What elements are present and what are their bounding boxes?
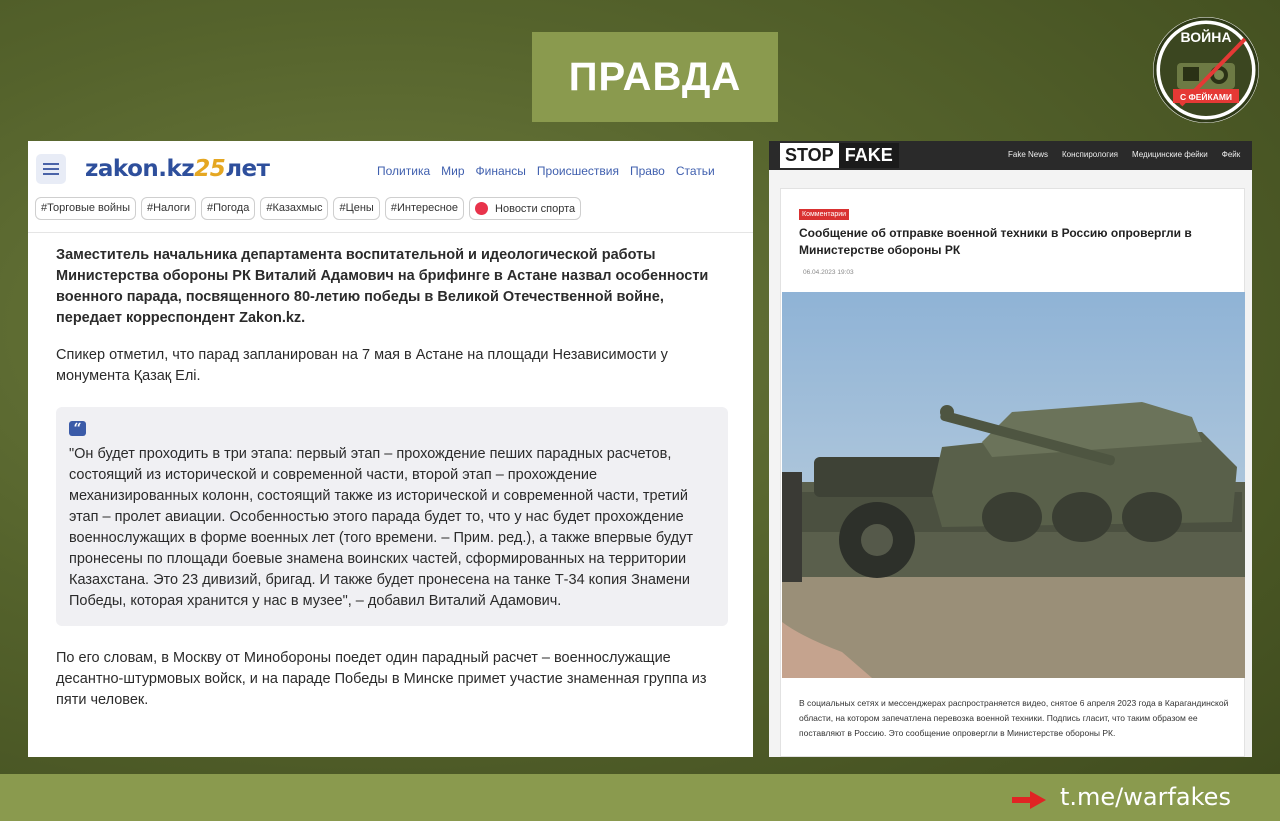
arrow-right-icon [1012,791,1046,809]
tank-transport-image [782,292,1245,678]
stopfake-article [780,188,1245,757]
zakon-header [28,141,753,233]
tag-sport-news-label: Новости спорта [495,203,576,215]
article-paragraph: Спикер отметил, что парад запланирован на 7 мая в Астане на площади Независимости у монумента Қазақ Елі. [56,347,668,384]
nav-item-fake-news[interactable]: Fake News [1008,150,1049,159]
stopfake-logo-fake: FAKE [839,143,899,168]
tag-taxes[interactable]: #Налоги [141,197,196,220]
quote-block [56,407,728,626]
zakon-logo-suffix: лет [225,156,270,182]
zakon-logo-name: zakon.kz [85,156,195,182]
article-title: Сообщение об отправке военной техники в Россию опровергли в Министерстве обороны РК [799,226,1192,257]
stopfake-logo[interactable] [780,143,899,168]
article-body [56,245,728,711]
tank-photo [782,292,1245,678]
zakon-logo[interactable] [85,156,269,182]
stopfake-header [769,141,1252,170]
nav-item-finance[interactable]: Финансы [475,164,526,178]
tag-kazakhmys[interactable]: #Казахмыс [260,197,328,220]
menu-icon[interactable] [36,154,66,184]
logo-bottom-text: С ФЕЙКАМИ [1179,92,1233,102]
zakon-nav [377,164,715,178]
sport-icon [475,202,488,215]
tag-prices[interactable]: #Цены [333,197,379,220]
tag-sport-news[interactable] [469,197,581,220]
article-lead: Заместитель начальника департамента воспитательной и идеологической работы Министерства обороны РК Виталий Адамович на брифинге в Астане назвал особенности военного парада, посвященного 80-летию победы в Великой Отечественной войне, передает корреспондент Zakon.kz. [56,247,709,326]
category-badge[interactable]: Комментарии [799,209,849,220]
stopfake-logo-stop: STOP [780,143,839,168]
quote-text: "Он будет проходить в три этапа: первый этап – прохождение пеших парадных расчетов, состоящий из исторической и современной части, второй этап – прохождение механизированных колонн, состоящий также из исторической и современной части, третий этап – пролет авиации. Особенностью этого парада будет то, что у нас будет прохождение военнослужащих в форме военных лет (того времени. – Прим. ред.), а также впервые будут пронесены по площади боевые знамена воинских частей, сформированных на территории Казахстана. Это 23 дивизий, бригад. И также будет пронесена на танке Т-34 копия Знамени Победы, которая хранится у нас в музее", – добавил Виталий Адамович. [69,446,694,609]
tag-interesting[interactable]: #Интересное [385,197,464,220]
tag-weather[interactable]: #Погода [201,197,255,220]
nav-item-politics[interactable]: Политика [377,164,431,178]
tag-trade-wars[interactable]: #Торговые войны [35,197,136,220]
nav-item-conspiracy[interactable]: Конспирология [1062,150,1118,159]
zakon-screenshot [28,141,753,757]
nav-item-fake[interactable]: Фейк [1221,150,1241,159]
nav-item-world[interactable]: Мир [441,164,465,178]
stopfake-screenshot [769,141,1252,757]
telegram-link[interactable]: t.me/warfakes [1060,783,1231,811]
zakon-logo-anniversary: 25 [194,156,226,182]
nav-item-incidents[interactable]: Происшествия [536,164,619,178]
tag-list [35,197,581,220]
article-date: 06.04.2023 19:03 [803,269,854,276]
stopfake-nav [1008,150,1240,159]
logo-top-text: ВОЙНА [1180,29,1232,45]
footer [0,774,1280,821]
nav-item-law[interactable]: Право [629,164,665,178]
article-paragraph: По его словам, в Москву от Минобороны поедет один парадный расчет – военнослужащие десантно-штурмовых войск, и на параде Победы в Минске примет участие знаменная группа из пяти человек. [56,650,707,708]
quote-icon: “ [69,421,86,436]
page-title: ПРАВДА [532,32,778,122]
war-on-fakes-logo [1153,17,1259,123]
article-caption: В социальных сетях и мессенджерах распространяется видео, снятое 6 апреля 2023 года в Карагандинской области, на котором запечатлена перевозка военной техники. Подпись гласит, что таким образом ее поставляют в Россию. Это сообщение опровергли в Министерстве обороны РК. [799,698,1229,738]
logo-emblem-icon [1153,17,1259,123]
nav-item-medical-fakes[interactable]: Медицинские фейки [1132,150,1208,159]
nav-item-articles[interactable]: Статьи [675,164,715,178]
